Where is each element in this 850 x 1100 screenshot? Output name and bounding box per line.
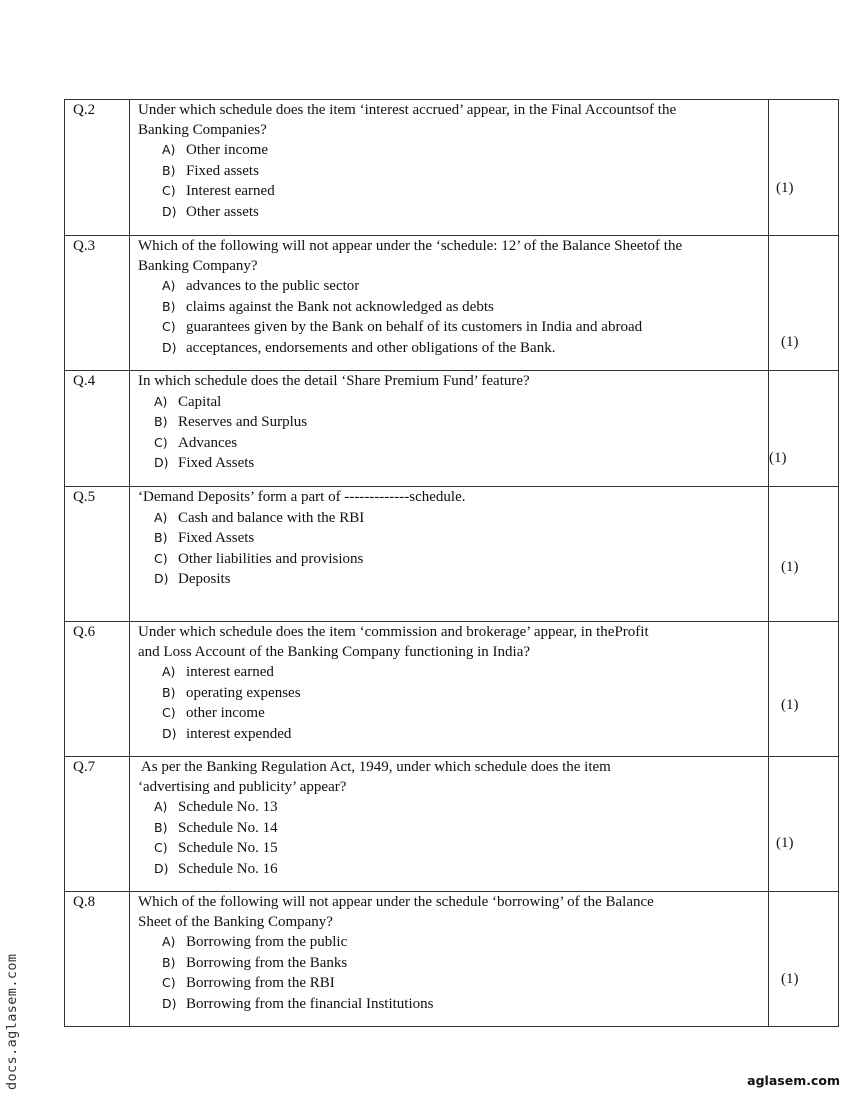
option-text: Deposits [178,571,231,587]
option-b [154,818,762,839]
option-c [154,549,762,570]
option-letter: B) [162,298,176,314]
option-letter: B) [162,954,176,970]
option-letter: D) [162,725,177,741]
option-text: guarantees given by the Bank on behalf of its customers in India and abroad [186,319,643,335]
question-text-line: Under which schedule does the item ‘interest accrued’ appear, in the Final Accountsof the [138,102,677,118]
marks-value: (1) [781,971,799,987]
option-letter: A) [162,934,176,949]
option-c [154,838,762,859]
option-letter: C) [162,183,176,198]
marks-cell [769,622,839,757]
question-number: Q.5 [65,487,130,622]
question-number: Q.7 [65,757,130,892]
option-letter: C) [154,550,168,566]
option-text: operating expenses [186,684,301,701]
option-text: Fixed Assets [178,530,255,546]
question-body [130,371,769,487]
option-text: Other liabilities and provisions [178,550,364,567]
option-d [154,569,762,590]
option-text: other income [186,705,265,721]
option-d [162,202,762,223]
marks-value: (1) [769,450,787,466]
marks-cell [769,236,839,371]
option-a [154,392,762,413]
option-text: interest expended [186,725,292,742]
option-text: Advances [178,434,238,451]
option-text: Reserves and Surplus [178,414,308,430]
option-letter: C) [162,975,176,990]
option-letter: C) [154,840,168,855]
marks-value: (1) [776,835,794,851]
option-text: Capital [178,393,222,410]
marks-value: (1) [781,559,799,575]
option-letter: D) [154,860,169,876]
question-row [65,892,839,1027]
question-body [130,757,769,892]
side-watermark: docs.aglasem.com [4,953,20,1090]
option-letter: A) [162,278,176,293]
option-letter: B) [162,684,176,700]
marks-cell [769,371,839,487]
option-letter: B) [162,162,176,178]
option-text: Fixed Assets [178,455,255,471]
option-text: Interest earned [186,183,275,199]
question-row [65,371,839,487]
question-number: Q.8 [65,892,130,1027]
options-list [138,508,762,590]
option-d [162,724,762,745]
option-text: Schedule No. 13 [178,799,278,815]
question-number: Q.4 [65,371,130,487]
option-letter: A) [154,799,168,814]
option-b [162,953,762,974]
option-text: Schedule No. 16 [178,860,278,877]
question-text-line: Sheet of the Banking Company? [138,913,333,930]
question-text-line: In which schedule does the detail ‘Share Premium Fund’ feature? [138,373,530,389]
option-a [162,662,762,683]
option-letter: C) [162,705,176,720]
question-text-line: Under which schedule does the item ‘commission and brokerage’ appear, in theProfit [138,624,649,640]
option-text: Borrowing from the RBI [186,975,335,991]
options-list [138,392,762,474]
option-a [162,140,762,161]
marks-value: (1) [781,697,799,713]
option-letter: A) [154,393,168,409]
option-c [162,181,762,202]
option-letter: D) [154,571,169,586]
footer-brand: aglasem.com [747,1073,840,1088]
option-letter: A) [162,142,176,157]
option-letter: A) [154,509,168,525]
question-table [64,99,839,1027]
option-text: Borrowing from the financial Institutions [186,995,434,1012]
option-text: interest earned [186,664,274,680]
question-text-line: As per the Banking Regulation Act, 1949, under which schedule does the item [138,759,611,775]
marks-cell [769,757,839,892]
option-c [162,973,762,994]
question-number: Q.2 [65,100,130,236]
option-letter: C) [154,434,168,450]
option-text: Other income [186,142,269,158]
options-list [138,140,762,222]
option-b [154,412,762,433]
option-letter: D) [162,339,177,355]
question-row [65,757,839,892]
option-text: Schedule No. 14 [178,819,278,836]
option-b [162,161,762,182]
option-c [162,317,762,338]
option-text: Borrowing from the Banks [186,954,348,971]
option-text: Borrowing from the public [186,934,348,950]
options-list [138,797,762,879]
option-a [154,797,762,818]
options-list [138,662,762,744]
option-text: Schedule No. 15 [178,840,278,856]
option-letter: D) [154,455,169,470]
question-body [130,236,769,371]
option-letter: D) [162,203,177,219]
option-a [162,276,762,297]
option-letter: B) [154,819,168,835]
question-text-line: ‘Demand Deposits’ form a part of -------------schedule. [138,489,466,505]
option-text: Other assets [186,203,259,220]
option-b [162,683,762,704]
option-b [162,297,762,318]
question-text-line: Which of the following will not appear under the ‘schedule: 12’ of the Balance Sheetof the [138,238,683,254]
question-text-line: Which of the following will not appear under the schedule ‘borrowing’ of the Balance [138,894,654,910]
question-body [130,892,769,1027]
option-d [154,859,762,880]
option-text: Fixed assets [186,162,259,179]
question-text-line: Banking Companies? [138,121,267,138]
marks-cell [769,487,839,622]
marks-cell [769,100,839,236]
question-row [65,622,839,757]
option-d [162,994,762,1015]
question-text-line: Banking Company? [138,257,258,274]
option-c [162,703,762,724]
question-text-line: and Loss Account of the Banking Company functioning in India? [138,643,531,660]
question-number: Q.6 [65,622,130,757]
question-row [65,100,839,236]
marks-cell [769,892,839,1027]
options-list [138,932,762,1014]
question-body [130,487,769,622]
option-letter: D) [162,995,177,1011]
option-text: advances to the public sector [186,278,360,294]
question-body [130,100,769,236]
option-c [154,433,762,454]
option-d [162,338,762,359]
option-letter: B) [154,414,168,429]
option-letter: A) [162,664,176,679]
marks-value: (1) [776,180,794,196]
option-letter: C) [162,319,176,334]
option-d [154,453,762,474]
option-text: Cash and balance with the RBI [178,509,365,526]
option-text: claims against the Bank not acknowledged as debts [186,298,494,315]
option-a [154,508,762,529]
marks-value: (1) [781,334,799,350]
option-b [154,528,762,549]
option-letter: B) [154,530,168,545]
option-text: acceptances, endorsements and other obligations of the Bank. [186,339,556,356]
question-row [65,236,839,371]
question-number: Q.3 [65,236,130,371]
option-a [162,932,762,953]
options-list [138,276,762,358]
question-row [65,487,839,622]
question-body [130,622,769,757]
question-text-line: ‘advertising and publicity’ appear? [138,778,347,795]
